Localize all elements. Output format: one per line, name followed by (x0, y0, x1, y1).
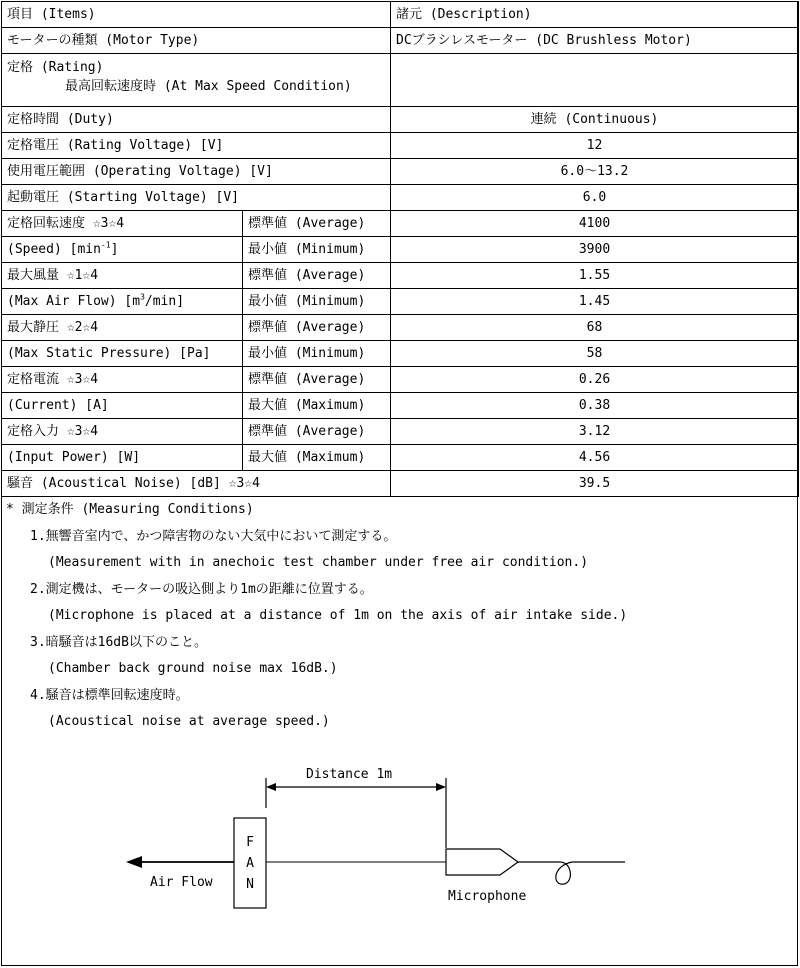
fan-letter-f: F (246, 835, 254, 850)
table-row (2, 393, 799, 419)
motor-type-label: モーターの種類 (Motor Type) (2, 28, 391, 54)
current-maximum-label: 最大値 (Maximum) (243, 393, 391, 419)
static-pressure-average-value: 68 (391, 315, 799, 341)
speed-minimum-value: 3900 (391, 237, 799, 263)
table-row (2, 211, 799, 237)
air-flow-unit-label: (Max Air Flow) $[m^3/\min]$ (2, 289, 243, 315)
header-description: 諸元 (Description) (391, 2, 799, 28)
table-row (2, 445, 799, 471)
distance-arrowhead-right (436, 783, 446, 791)
speed-minimum-label: 最小値 (Minimum) (243, 237, 391, 263)
rating-label: 定格 (Rating) (7, 60, 104, 75)
speed-average-value: 4100 (391, 211, 799, 237)
input-power-maximum-value: 4.56 (391, 445, 799, 471)
input-power-unit-label: (Input Power) [W] (2, 445, 243, 471)
current-unit-label: (Current) [A] (2, 393, 243, 419)
operating-voltage-value: 6.0～13.2 (391, 159, 799, 185)
fan-letter-n: N (246, 877, 254, 892)
static-pressure-minimum-value: 58 (391, 341, 799, 367)
rating-sub-label: 最高回転速度時 (At Max Speed Condition) (65, 79, 352, 94)
condition-4-ja: 4.騒音は標準回転速度時。 (30, 687, 189, 703)
conditions-title: * 測定条件 (Measuring Conditions) (6, 502, 254, 517)
current-average-value: 0.26 (391, 367, 799, 393)
table-row (2, 289, 799, 315)
table-row (2, 471, 799, 497)
duty-value: 連続 (Continuous) (391, 107, 799, 133)
starting-voltage-value: 6.0 (391, 185, 799, 211)
measuring-conditions (6, 497, 786, 736)
input-power-average-value: 3.12 (391, 419, 799, 445)
air-flow-minimum-label: 最小値 (Minimum) (243, 289, 391, 315)
table-row (2, 159, 799, 185)
fan-letter-a: A (246, 856, 254, 871)
condition-2-ja: 2.測定機は、モーターの吸込側より1mの距離に位置する。 (30, 581, 373, 597)
motor-type-value: DCブラシレスモーター (DC Brushless Motor) (391, 28, 799, 54)
rating-voltage-label: 定格電圧 (Rating Voltage) [V] (2, 133, 391, 159)
distance-label: Distance 1m (306, 767, 393, 782)
spec-table (1, 1, 799, 497)
condition-1-ja: 1.無響音室内で、かつ障害物のない大気中において測定する。 (30, 528, 397, 544)
static-pressure-unit-label: (Max Static Pressure) [Pa] (2, 341, 243, 367)
condition-4-en: (Acoustical noise at average speed.) (48, 714, 330, 729)
distance-arrowhead-left (266, 783, 276, 791)
table-row (2, 28, 799, 54)
operating-voltage-label: 使用電圧範囲 (Operating Voltage) [V] (2, 159, 391, 185)
table-row (2, 419, 799, 445)
table-row (2, 54, 799, 107)
rating-voltage-value: 12 (391, 133, 799, 159)
table-row (2, 315, 799, 341)
current-maximum-value: 0.38 (391, 393, 799, 419)
static-pressure-minimum-label: 最小値 (Minimum) (243, 341, 391, 367)
microphone-cable (518, 862, 625, 884)
microphone-shape (446, 849, 518, 875)
table-row (2, 367, 799, 393)
condition-1-en: (Measurement with in anechoic test chamber under free air condition.) (48, 555, 589, 570)
duty-label: 定格時間 (Duty) (2, 107, 391, 133)
table-header-row (2, 2, 799, 28)
rating-value (391, 54, 799, 107)
table-row (2, 237, 799, 263)
current-label: 定格電流 ☆3☆4 (2, 367, 243, 393)
speed-label: 定格回転速度 ☆3☆4 (2, 211, 243, 237)
static-pressure-average-label: 標準値 (Average) (243, 315, 391, 341)
starting-voltage-label: 起動電圧 (Starting Voltage) [V] (2, 185, 391, 211)
input-power-average-label: 標準値 (Average) (243, 419, 391, 445)
noise-label: 騒音 (Acoustical Noise) [dB] ☆3☆4 (2, 471, 391, 497)
speed-unit-label: (Speed) $[\min^{-1}]$ (2, 237, 243, 263)
table-row (2, 263, 799, 289)
header-item: 項目 (Items) (2, 2, 391, 28)
table-row (2, 107, 799, 133)
air-flow-label: Air Flow (150, 875, 213, 890)
air-flow-arrowhead (126, 856, 142, 868)
condition-3-ja: 3.暗騒音は16dB以下のこと。 (30, 634, 207, 650)
air-flow-label: 最大風量 ☆1☆4 (2, 263, 243, 289)
condition-3-en: (Chamber back ground noise max 16dB.) (48, 661, 338, 676)
input-power-label: 定格入力 ☆3☆4 (2, 419, 243, 445)
input-power-maximum-label: 最大値 (Maximum) (243, 445, 391, 471)
measurement-diagram (0, 750, 800, 920)
table-row (2, 185, 799, 211)
microphone-label: Microphone (448, 889, 527, 904)
condition-2-en: (Microphone is placed at a distance of 1m on the axis of air intake side.) (48, 608, 628, 623)
noise-value: 39.5 (391, 471, 799, 497)
static-pressure-label: 最大静圧 ☆2☆4 (2, 315, 243, 341)
table-row (2, 341, 799, 367)
air-flow-average-value: 1.55 (391, 263, 799, 289)
rating-cell (2, 54, 391, 107)
table-row (2, 133, 799, 159)
current-average-label: 標準値 (Average) (243, 367, 391, 393)
speed-average-label: 標準値 (Average) (243, 211, 391, 237)
air-flow-average-label: 標準値 (Average) (243, 263, 391, 289)
air-flow-minimum-value: 1.45 (391, 289, 799, 315)
